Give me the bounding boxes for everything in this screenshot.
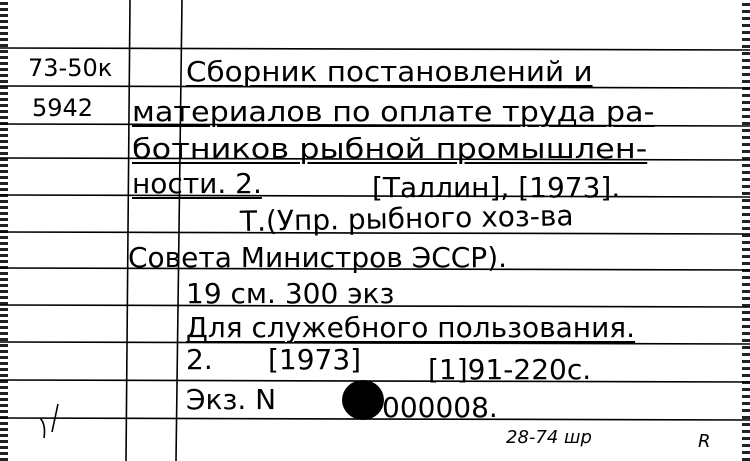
- call-number-primary: 73-50к: [28, 54, 113, 82]
- copy-label: Экз. N: [186, 383, 277, 416]
- publisher-line: Т.(Упр. рыбного хоз-ва: [239, 199, 574, 238]
- volume-pages: [1]91-220с.: [428, 353, 592, 386]
- restriction-note: Для служебного пользования.: [186, 311, 636, 344]
- title-line-4: ности. 2.: [132, 167, 262, 200]
- copy-number: 000008.: [382, 391, 498, 424]
- call-number-secondary: 5942: [32, 94, 94, 122]
- physical-description: 19 см. 300 экз: [186, 277, 395, 310]
- volume-year: [1973]: [268, 343, 362, 376]
- imprint-place-date: [Таллин], [1973].: [372, 171, 621, 204]
- volume-number: 2.: [186, 343, 213, 376]
- accession-note: 28-74 шр: [506, 427, 592, 448]
- title-line-1: Сборник постановлений и: [186, 55, 593, 88]
- ink-blot: [342, 380, 384, 420]
- title-line-2: материалов по оплате труда ра-: [132, 95, 655, 128]
- publisher-continuation: Совета Министров ЭССР).: [128, 241, 508, 274]
- cataloger-initial: R: [698, 431, 711, 452]
- title-line-3: ботников рыбной промышлен-: [132, 132, 648, 165]
